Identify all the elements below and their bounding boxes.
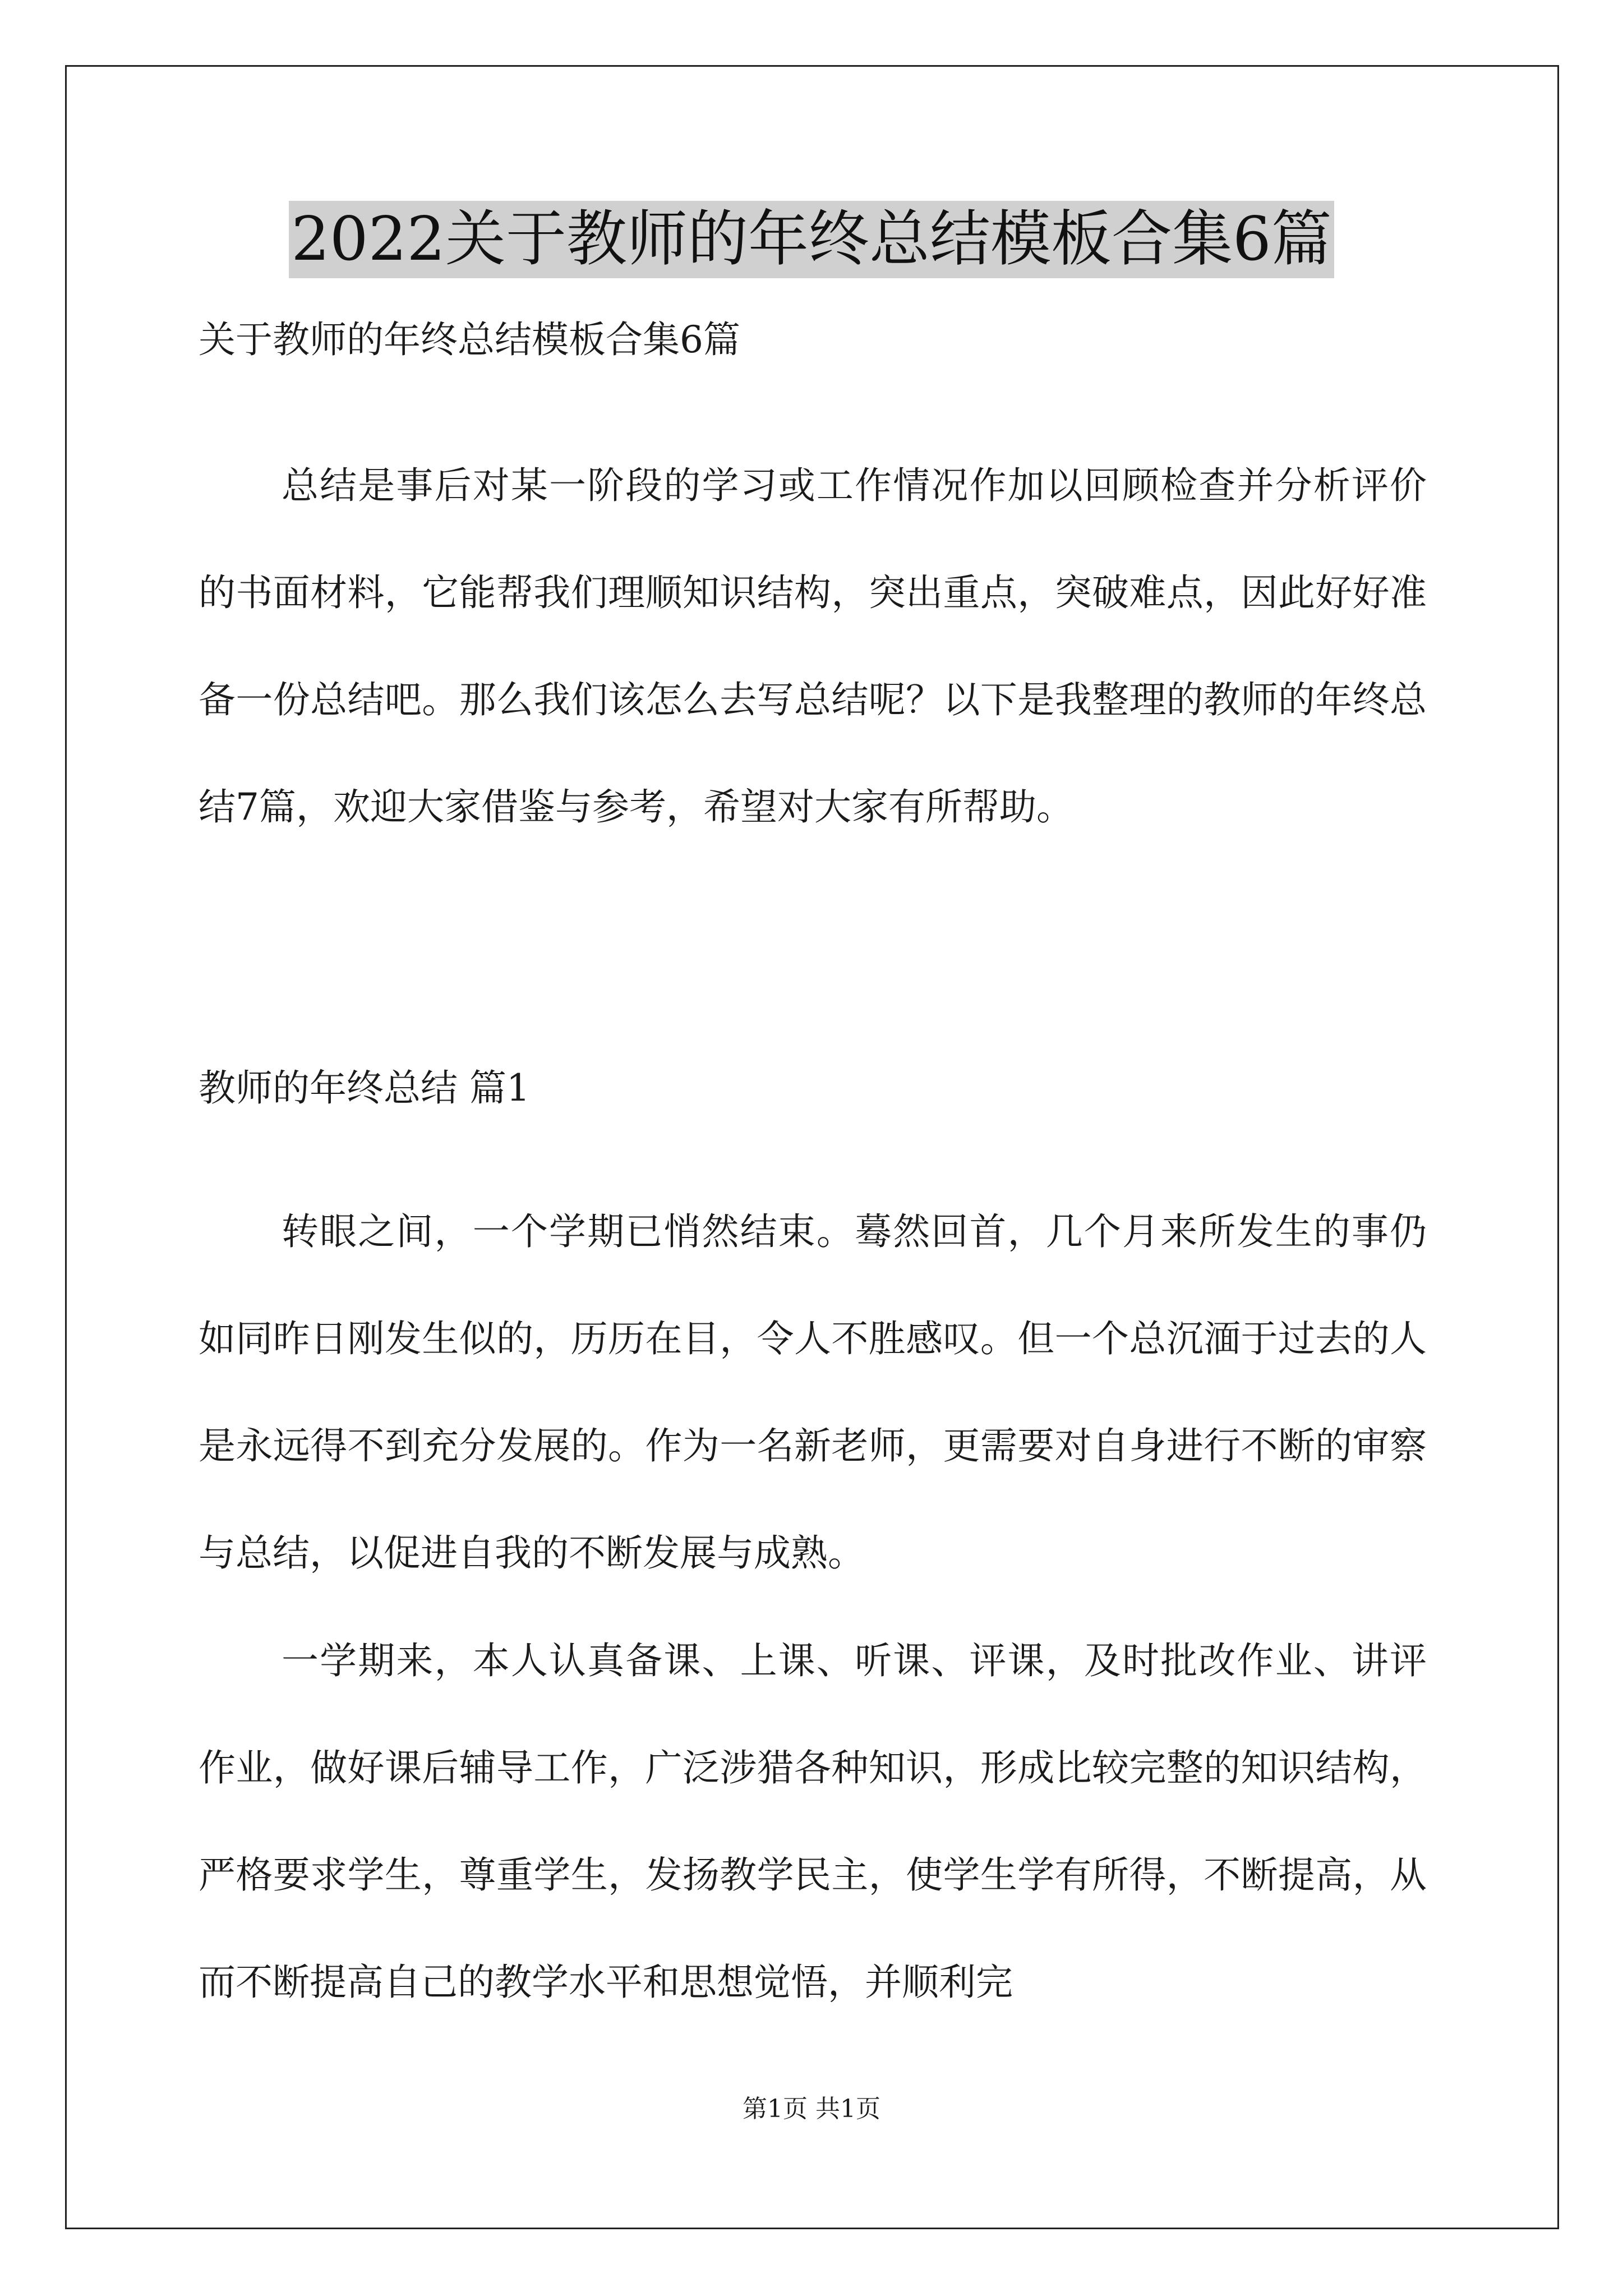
section-heading: 教师的年终总结 篇1 <box>199 1066 530 1110</box>
document-title: 2022关于教师的年终总结模板合集6篇 <box>289 201 1334 278</box>
page-footer: 第1页 共1页 <box>743 2095 880 2123</box>
document-subtitle: 关于教师的年终总结模板合集6篇 <box>199 318 740 361</box>
body-paragraph: 一学期来，本人认真备课、上课、听课、评课，及时批改作业、讲评作业，做好课后辅导工作，广泛涉猎各种知识，形成比较完整的知识结构，严格要求学生，尊重学生，发扬教学民主，使学生学有所得，不断提高，从而不断提高自己的教学水平和思想觉悟，并顺利完 <box>199 1639 1427 2004</box>
body-paragraph: 转眼之间，一个学期已悄然结束。蓦然回首，几个月来所发生的事仍如同昨日刚发生似的，历历在目，令人不胜感叹。但一个总沉湎于过去的人是永远得不到充分发展的。作为一名新老师，更需要对自身进行不断的审察与总结，以促进自我的不断发展与成熟。 <box>199 1210 1427 1575</box>
title-container <box>0 201 1623 278</box>
intro-paragraph: 总结是事后对某一阶段的学习或工作情况作加以回顾检查并分析评价的书面材料，它能帮我们理顺知识结构，突出重点，突破难点，因此好好准备一份总结吧。那么我们该怎么去写总结呢？以下是我整理的教师的年终总结7篇，欢迎大家借鉴与参考，希望对大家有所帮助。 <box>199 464 1427 829</box>
